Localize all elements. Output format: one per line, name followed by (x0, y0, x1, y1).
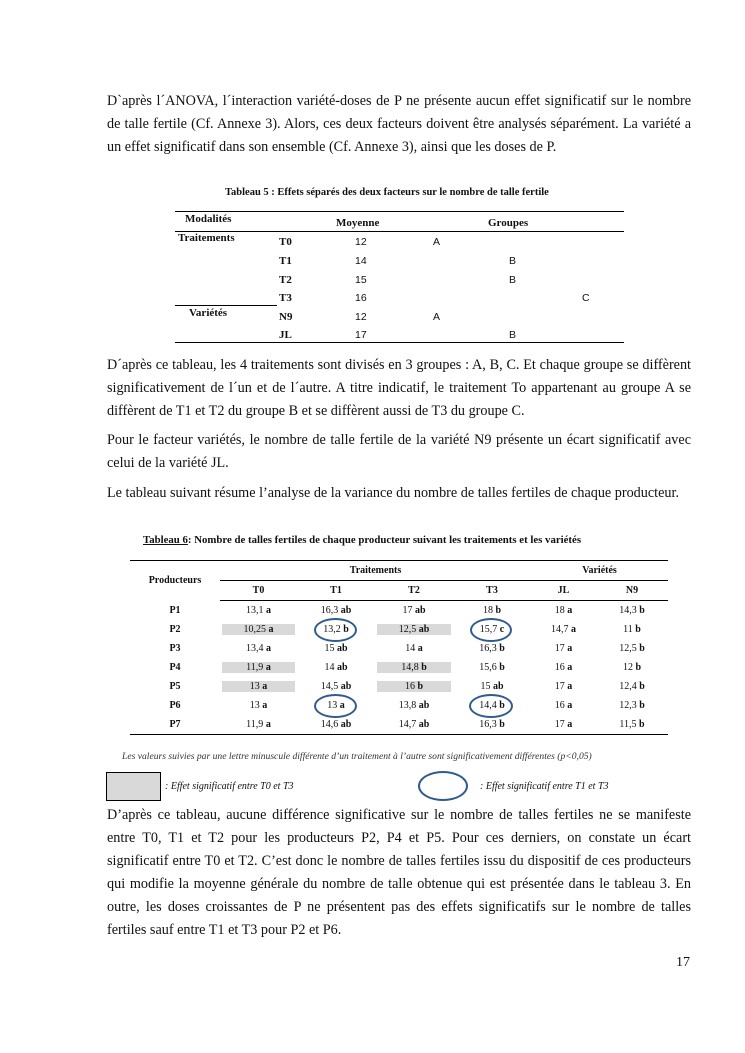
paragraph-groups: D´après ce tableau, les 4 traitements sont divisés en 3 groupes : A, B, C. Et chaque groupe se diffèrent significativement de l´un et de l´autre. A titre indicatif, le traitement To appartenant au groupe A se diffèrent de T1 et T2 du groupe B et se diffèrent aussi de T3 du groupe C. (107, 357, 691, 419)
cell-value: 14,5 (320, 681, 339, 692)
table6-col-t0: T0 (220, 581, 297, 601)
table5-row-group: B (509, 255, 517, 267)
table6-col-n9: N9 (596, 581, 668, 601)
table-cell (596, 677, 668, 696)
table-cell (596, 696, 668, 715)
table-cell (453, 658, 531, 677)
table-cell (297, 715, 375, 735)
cell-letter: a (262, 681, 268, 692)
table-cell (375, 715, 453, 735)
table5-label-traitements: Traitements (178, 232, 235, 244)
table5-row-label: T2 (279, 274, 292, 286)
table6-caption-rest: : Nombre de talles fertiles de chaque producteur suivant les traitements et les variétés (187, 534, 582, 546)
table-cell (596, 715, 668, 735)
cell-value: 14 (324, 662, 335, 673)
table-cell (453, 639, 531, 658)
table6-col-t2: T2 (375, 581, 453, 601)
cell-value: 11,5 (619, 719, 637, 730)
table5-header-rule (175, 231, 624, 232)
table-cell (375, 677, 453, 696)
cell-letter: ab (418, 624, 430, 635)
cell-letter: b (343, 624, 349, 635)
cell-letter: a (567, 605, 573, 616)
cell-letter: ab (340, 719, 352, 730)
cell-value: 11 (623, 624, 633, 635)
table-cell (453, 620, 531, 639)
table-cell (375, 658, 453, 677)
producer-name: P4 (169, 662, 181, 673)
cell-letter: b (635, 662, 642, 673)
table5-row-mean: 12 (355, 236, 367, 248)
producer-name: P7 (130, 715, 220, 735)
table-cell (596, 601, 668, 621)
table-cell (375, 601, 453, 621)
cell-value: 13,4 (246, 643, 264, 654)
cell-letter: ab (336, 662, 348, 673)
table-cell (297, 639, 375, 658)
cell-value: 13 (327, 700, 338, 711)
cell-letter: a (567, 681, 573, 692)
table5-header-modalites: Modalités (185, 213, 232, 225)
table-cell (297, 696, 375, 715)
cell-value: 13 (249, 681, 260, 692)
table-cell (297, 658, 375, 677)
table-cell (220, 658, 297, 677)
table5-header-groupes: Groupes (488, 217, 529, 229)
cell-letter: b (639, 681, 645, 692)
table-cell (453, 696, 531, 715)
cell-value: 16 (554, 700, 565, 711)
cell-value: 17 (402, 605, 413, 616)
table-cell (531, 601, 596, 621)
table6-caption-prefix: Tableau 6 (143, 534, 188, 546)
table6-header-varietes: Variétés (531, 561, 668, 581)
cell-letter: a (268, 624, 274, 635)
cell-value: 16,3 (320, 605, 339, 616)
table5-row-mean: 17 (355, 329, 367, 341)
cell-value: 14,7 (551, 624, 569, 635)
producer-name: P5 (169, 681, 181, 692)
table5-row-group: B (509, 329, 517, 341)
cell-value: 17 (554, 719, 565, 730)
table5-row-label: T0 (279, 236, 292, 248)
table5-header-moyenne: Moyenne (336, 217, 380, 229)
table-cell (531, 715, 596, 735)
cell-letter: b (639, 719, 645, 730)
cell-value: 13,1 (246, 605, 264, 616)
table5-bottom-rule (175, 342, 624, 343)
table-row (130, 601, 668, 621)
table5-row-label: N9 (279, 311, 293, 323)
table-row (130, 677, 668, 696)
table5-row-label: T1 (279, 255, 292, 267)
table-cell (375, 620, 453, 639)
table5-row-label: JL (279, 329, 292, 341)
cell-letter: a (571, 624, 576, 635)
table-cell (220, 601, 297, 621)
cell-value: 14,6 (320, 719, 339, 730)
cell-letter: a (262, 700, 268, 711)
table-cell (297, 677, 375, 696)
table5-row-group: A (433, 236, 441, 248)
cell-letter: c (499, 624, 505, 635)
cell-letter: a (567, 719, 573, 730)
cell-letter: a (265, 662, 271, 673)
table5-row-group: B (509, 274, 517, 286)
cell-letter: a (265, 719, 271, 730)
table-cell (375, 696, 453, 715)
table-row (130, 639, 668, 658)
legend-circle-label: : Effet significatif entre T1 et T3 (480, 781, 609, 792)
cell-value: 16,3 (479, 643, 497, 654)
cell-value: 14,7 (398, 719, 417, 730)
cell-value: 13,2 (323, 624, 341, 635)
table-cell (596, 639, 668, 658)
table5-caption: Tableau 5 : Effets séparés des deux facteurs sur le nombre de talle fertile (225, 187, 549, 198)
producer-name: P3 (169, 643, 181, 654)
table-cell (453, 601, 531, 621)
table-row (130, 658, 668, 677)
cell-value: 14,8 (401, 662, 419, 673)
producer-name: P6 (169, 700, 181, 711)
table5-row-label: T3 (279, 292, 292, 304)
table-cell (220, 677, 297, 696)
cell-letter: ab (336, 643, 348, 654)
cell-letter: a (567, 700, 573, 711)
cell-value: 16,3 (479, 719, 497, 730)
paragraph-table-intro: Le tableau suivant résume l’analyse de la variance du nombre de talles fertiles de chaque producteur. (107, 485, 679, 501)
cell-value: 14,4 (479, 700, 497, 711)
cell-value: 17 (554, 681, 565, 692)
table-cell (297, 620, 375, 639)
cell-value: 15,7 (479, 624, 498, 635)
cell-value: 18 (554, 605, 565, 616)
table5-top-rule (175, 211, 624, 212)
table-cell (531, 658, 596, 677)
table5 (175, 211, 624, 343)
table6-col-t3: T3 (453, 581, 531, 601)
table-row (130, 715, 668, 735)
cell-value: 14 (405, 643, 416, 654)
cell-value: 16 (554, 662, 565, 673)
cell-letter: b (421, 662, 427, 673)
cell-letter: a (567, 662, 573, 673)
cell-value: 14,3 (619, 605, 637, 616)
table-cell (297, 601, 375, 621)
cell-letter: ab (492, 681, 504, 692)
table-cell (453, 677, 531, 696)
table5-label-varietes: Variétés (189, 307, 228, 319)
cell-letter: b (639, 643, 645, 654)
cell-letter: ab (418, 719, 430, 730)
table5-row-mean: 12 (355, 311, 367, 323)
cell-letter: ab (340, 605, 352, 616)
cell-value: 15,6 (479, 662, 497, 673)
cell-value: 13 (249, 700, 260, 711)
table-cell (531, 620, 596, 639)
producer-name: P1 (169, 604, 181, 616)
table-cell (531, 639, 596, 658)
cell-value: 15 (480, 681, 491, 692)
table5-row-mean: 16 (355, 292, 367, 304)
legend-circle-swatch (418, 771, 468, 801)
cell-value: 11,9 (246, 719, 264, 730)
cell-value: 12,4 (619, 681, 637, 692)
table-cell (531, 696, 596, 715)
page-number: 17 (676, 955, 690, 970)
table6-header-traitements: Traitements (220, 561, 531, 581)
cell-letter: a (266, 643, 271, 654)
cell-letter: b (417, 681, 424, 692)
table5-row-mean: 14 (355, 255, 367, 267)
table-cell (453, 715, 531, 735)
cell-letter: b (639, 700, 645, 711)
table6-caption (143, 534, 581, 546)
cell-letter: a (567, 643, 573, 654)
table-cell (596, 620, 668, 639)
cell-value: 11,9 (246, 662, 264, 673)
table-row (130, 696, 668, 715)
table6-header-producteurs: Producteurs (130, 561, 220, 601)
paragraph-anova-interaction: D`après l´ANOVA, l´interaction variété-doses de P ne présente aucun effet significatif sur le nombre de talle fertile (Cf. Annexe 3). Alors, ces deux facteurs doivent être analysés séparément. La variété a un effet significatif dans son ensemble (Cf. Annexe 3), ainsi que les doses de P. (107, 93, 691, 155)
table6 (130, 560, 668, 735)
cell-value: 18 (482, 605, 493, 616)
cell-letter: b (639, 605, 645, 616)
cell-value: 10,25 (243, 624, 266, 635)
cell-letter: b (635, 624, 641, 635)
table6-footnote: Les valeurs suivies par une lettre minuscule différente d’un traitement à l’autre sont significativement différentes (p<0,05) (122, 751, 592, 762)
cell-value: 12,5 (398, 624, 417, 635)
producer-name: P2 (169, 624, 181, 635)
cell-value: 12 (622, 662, 633, 673)
cell-letter: a (266, 605, 271, 616)
table-row (130, 620, 668, 639)
table-cell (220, 696, 297, 715)
table6-col-t1: T1 (297, 581, 375, 601)
table5-group-rule (175, 305, 277, 306)
cell-letter: b (499, 700, 505, 711)
cell-letter: ab (340, 681, 352, 692)
cell-value: 12,3 (619, 700, 637, 711)
cell-value: 12,5 (619, 643, 637, 654)
table-cell (531, 677, 596, 696)
legend-gray-swatch (106, 772, 161, 801)
table-cell (220, 715, 297, 735)
paragraph-conclusion: D’après ce tableau, aucune différence significative sur le nombre de talles fertiles ne se manifeste entre T0, T1 et T2 pour les producteurs P2, P4 et P5. Pour ces derniers, on constate un écart significatif entre T0 et T2. C’est donc le nombre de talles fertiles issu du dispositif de ces producteurs qui modifie la moyenne générale du nombre de talle obtenue qui est présentée dans le tableau 3. En outre, les doses croissantes de P ne présentent pas des effets significatifs sur le nombre de talles fertiles sauf entre T1 et T3 pour P2 et P6. (107, 807, 691, 938)
cell-letter: b (499, 643, 505, 654)
table-cell (596, 658, 668, 677)
table-cell (220, 639, 297, 658)
table-cell (375, 639, 453, 658)
cell-letter: a (339, 700, 345, 711)
cell-value: 15 (324, 643, 335, 654)
cell-value: 17 (554, 643, 565, 654)
table-cell (220, 620, 297, 639)
table6-col-jl: JL (531, 581, 596, 601)
table5-row-mean: 15 (355, 274, 367, 286)
cell-letter: ab (414, 605, 426, 616)
cell-value: 13,8 (398, 700, 417, 711)
legend-gray-label: : Effet significatif entre T0 et T3 (165, 781, 294, 792)
table5-row-group: A (433, 311, 441, 323)
cell-letter: ab (418, 700, 430, 711)
table5-row-group: C (582, 292, 590, 304)
cell-letter: b (499, 719, 505, 730)
cell-letter: a (417, 643, 423, 654)
cell-letter: b (499, 662, 505, 673)
cell-value: 16 (404, 681, 415, 692)
cell-letter: b (495, 605, 502, 616)
paragraph-varietes: Pour le facteur variétés, le nombre de talle fertile de la variété N9 présente un écart significatif avec celui de la variété JL. (107, 432, 691, 471)
